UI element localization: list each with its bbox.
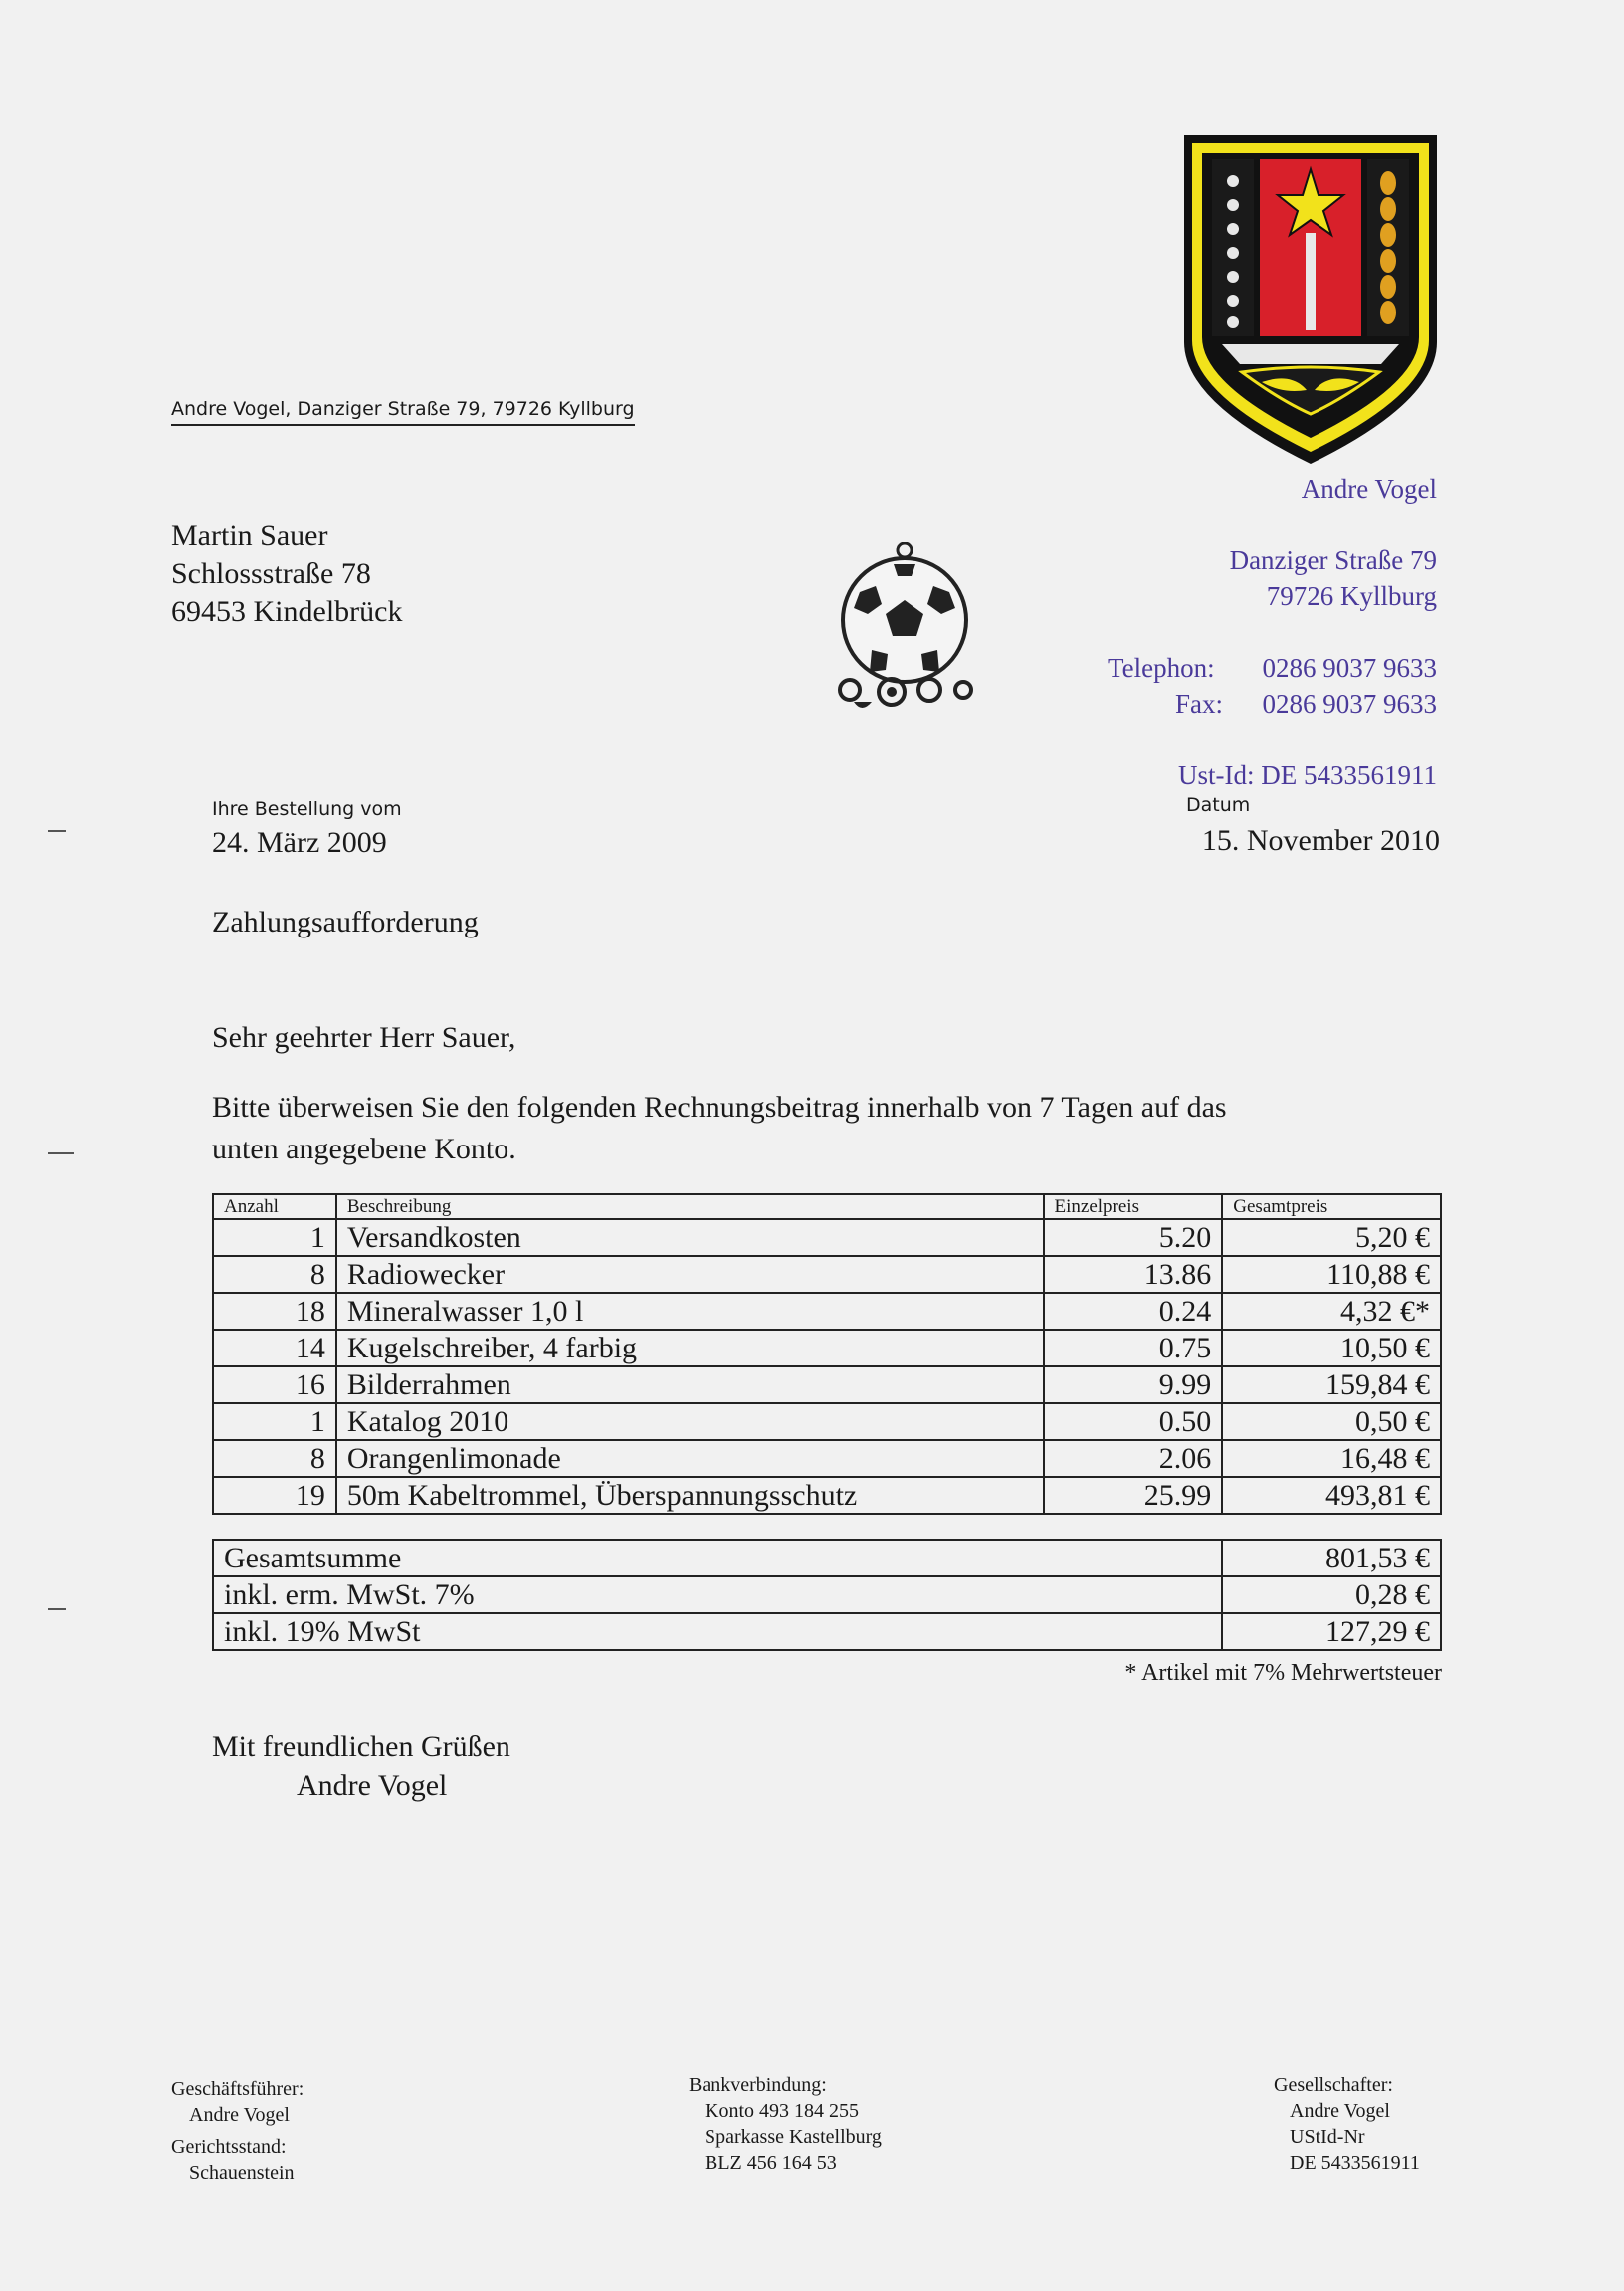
footer-left-4: Schauenstein: [189, 2162, 295, 2184]
footer-bank: [689, 2072, 882, 2176]
row-unit-price: 25.99: [1044, 1477, 1223, 1514]
row-unit-price: 13.86: [1044, 1256, 1223, 1293]
closing-greeting: Mit freundlichen Grüßen: [212, 1730, 510, 1763]
table-header-row: [213, 1194, 1441, 1219]
row-total-price: 4,32 €*: [1222, 1293, 1441, 1330]
row-description: Orangenlimonade: [336, 1440, 1044, 1477]
footer-center-3: Sparkasse Kastellburg: [705, 2126, 882, 2148]
company-street: Danziger Straße 79: [1229, 545, 1437, 575]
table-row: [213, 1219, 1441, 1256]
row-description: Kugelschreiber, 4 farbig: [336, 1330, 1044, 1366]
row-description: Katalog 2010: [336, 1403, 1044, 1440]
totals-value: 0,28 €: [1222, 1576, 1441, 1613]
company-name: Andre Vogel: [1301, 474, 1437, 504]
recipient-city: 69453 Kindelbrück: [171, 595, 403, 628]
table-row: [213, 1293, 1441, 1330]
body-text-line-2: unten angegebene Konto.: [212, 1133, 516, 1165]
row-total-price: 16,48 €: [1222, 1440, 1441, 1477]
totals-label: inkl. 19% MwSt: [213, 1613, 1222, 1650]
footer-right-4: DE 5433561911: [1290, 2152, 1420, 2174]
totals-label: Gesamtsumme: [213, 1540, 1222, 1576]
fax-label: Fax:: [1175, 689, 1224, 719]
invoice-totals-table: [212, 1539, 1442, 1651]
totals-row: [213, 1576, 1441, 1613]
salutation: Sehr geehrter Herr Sauer,: [212, 1021, 516, 1054]
footer-management: [171, 2076, 304, 2186]
fax-number: 0286 9037 9633: [1262, 689, 1437, 719]
fold-mark: [48, 830, 66, 832]
row-total-price: 10,50 €: [1222, 1330, 1441, 1366]
coat-of-arms-shield-icon: [1182, 133, 1439, 466]
row-qty: 19: [213, 1477, 336, 1514]
totals-row: [213, 1613, 1441, 1650]
totals-label: inkl. erm. MwSt. 7%: [213, 1576, 1222, 1613]
row-unit-price: 5.20: [1044, 1219, 1223, 1256]
footer-center-4: BLZ 456 164 53: [705, 2152, 837, 2174]
header-qty: Anzahl: [213, 1194, 336, 1219]
row-description: Mineralwasser 1,0 l: [336, 1293, 1044, 1330]
company-city: 79726 Kyllburg: [1266, 581, 1437, 611]
row-qty: 14: [213, 1330, 336, 1366]
footer-left-1: Geschäftsführer:: [171, 2078, 304, 2100]
fold-mark: [48, 1608, 66, 1610]
row-total-price: 0,50 €: [1222, 1403, 1441, 1440]
recipient-street: Schlossstraße 78: [171, 557, 371, 590]
row-qty: 8: [213, 1256, 336, 1293]
telephone-number: 0286 9037 9633: [1262, 653, 1437, 683]
footer-right-2: Andre Vogel: [1290, 2100, 1390, 2122]
punch-mark: [48, 1152, 74, 1154]
table-row: [213, 1477, 1441, 1514]
telephone-label: Telephon:: [1108, 653, 1215, 683]
row-total-price: 159,84 €: [1222, 1366, 1441, 1403]
order-date: 24. März 2009: [212, 826, 387, 859]
row-unit-price: 0.24: [1044, 1293, 1223, 1330]
row-description: Versandkosten: [336, 1219, 1044, 1256]
row-description: Bilderrahmen: [336, 1366, 1044, 1403]
row-qty: 8: [213, 1440, 336, 1477]
row-qty: 1: [213, 1403, 336, 1440]
row-qty: 18: [213, 1293, 336, 1330]
recipient-name: Martin Sauer: [171, 520, 328, 552]
footer-center-1: Bankverbindung:: [689, 2074, 827, 2096]
table-row: [213, 1403, 1441, 1440]
row-qty: 16: [213, 1366, 336, 1403]
letter-date-label: Datum: [1186, 794, 1251, 816]
footer-center-2: Konto 493 184 255: [705, 2100, 859, 2122]
row-total-price: 5,20 €: [1222, 1219, 1441, 1256]
body-text-line-1: Bitte überweisen Sie den folgenden Rechnungsbeitrag innerhalb von 7 Tagen auf das: [212, 1091, 1227, 1124]
recipient-address: [171, 518, 402, 631]
footer-left-2: Andre Vogel: [189, 2104, 290, 2126]
totals-value: 127,29 €: [1222, 1613, 1441, 1650]
footnote: * Artikel mit 7% Mehrwertsteuer: [1124, 1660, 1442, 1686]
ust-id: Ust-Id: DE 5433561911: [1178, 760, 1437, 790]
row-unit-price: 2.06: [1044, 1440, 1223, 1477]
header-total-price: Gesamtpreis: [1222, 1194, 1441, 1219]
row-total-price: 110,88 €: [1222, 1256, 1441, 1293]
header-unit-price: Einzelpreis: [1044, 1194, 1223, 1219]
table-row: [213, 1330, 1441, 1366]
header-description: Beschreibung: [336, 1194, 1044, 1219]
subject-line: Zahlungsaufforderung: [212, 906, 479, 938]
letter-date: 15. November 2010: [1201, 824, 1440, 857]
footer-right-1: Gesellschafter:: [1274, 2074, 1393, 2096]
row-unit-price: 9.99: [1044, 1366, 1223, 1403]
closing-signature-name: Andre Vogel: [297, 1770, 448, 1802]
table-row: [213, 1440, 1441, 1477]
footer-right-3: UStId-Nr: [1290, 2126, 1365, 2148]
totals-value: 801,53 €: [1222, 1540, 1441, 1576]
row-qty: 1: [213, 1219, 336, 1256]
footer-left-3: Gerichtsstand:: [171, 2136, 287, 2158]
sender-return-address: Andre Vogel, Danziger Straße 79, 79726 Kyllburg: [171, 398, 635, 426]
row-total-price: 493,81 €: [1222, 1477, 1441, 1514]
table-row: [213, 1256, 1441, 1293]
row-description: Radiowecker: [336, 1256, 1044, 1293]
footer-shareholder: [1274, 2072, 1420, 2176]
soccer-ball-icon: [832, 542, 979, 717]
row-description: 50m Kabeltrommel, Überspannungsschutz: [336, 1477, 1044, 1514]
row-unit-price: 0.50: [1044, 1403, 1223, 1440]
row-unit-price: 0.75: [1044, 1330, 1223, 1366]
invoice-items-table: [212, 1193, 1442, 1515]
totals-row: [213, 1540, 1441, 1576]
order-date-label: Ihre Bestellung vom: [212, 798, 402, 820]
table-row: [213, 1366, 1441, 1403]
